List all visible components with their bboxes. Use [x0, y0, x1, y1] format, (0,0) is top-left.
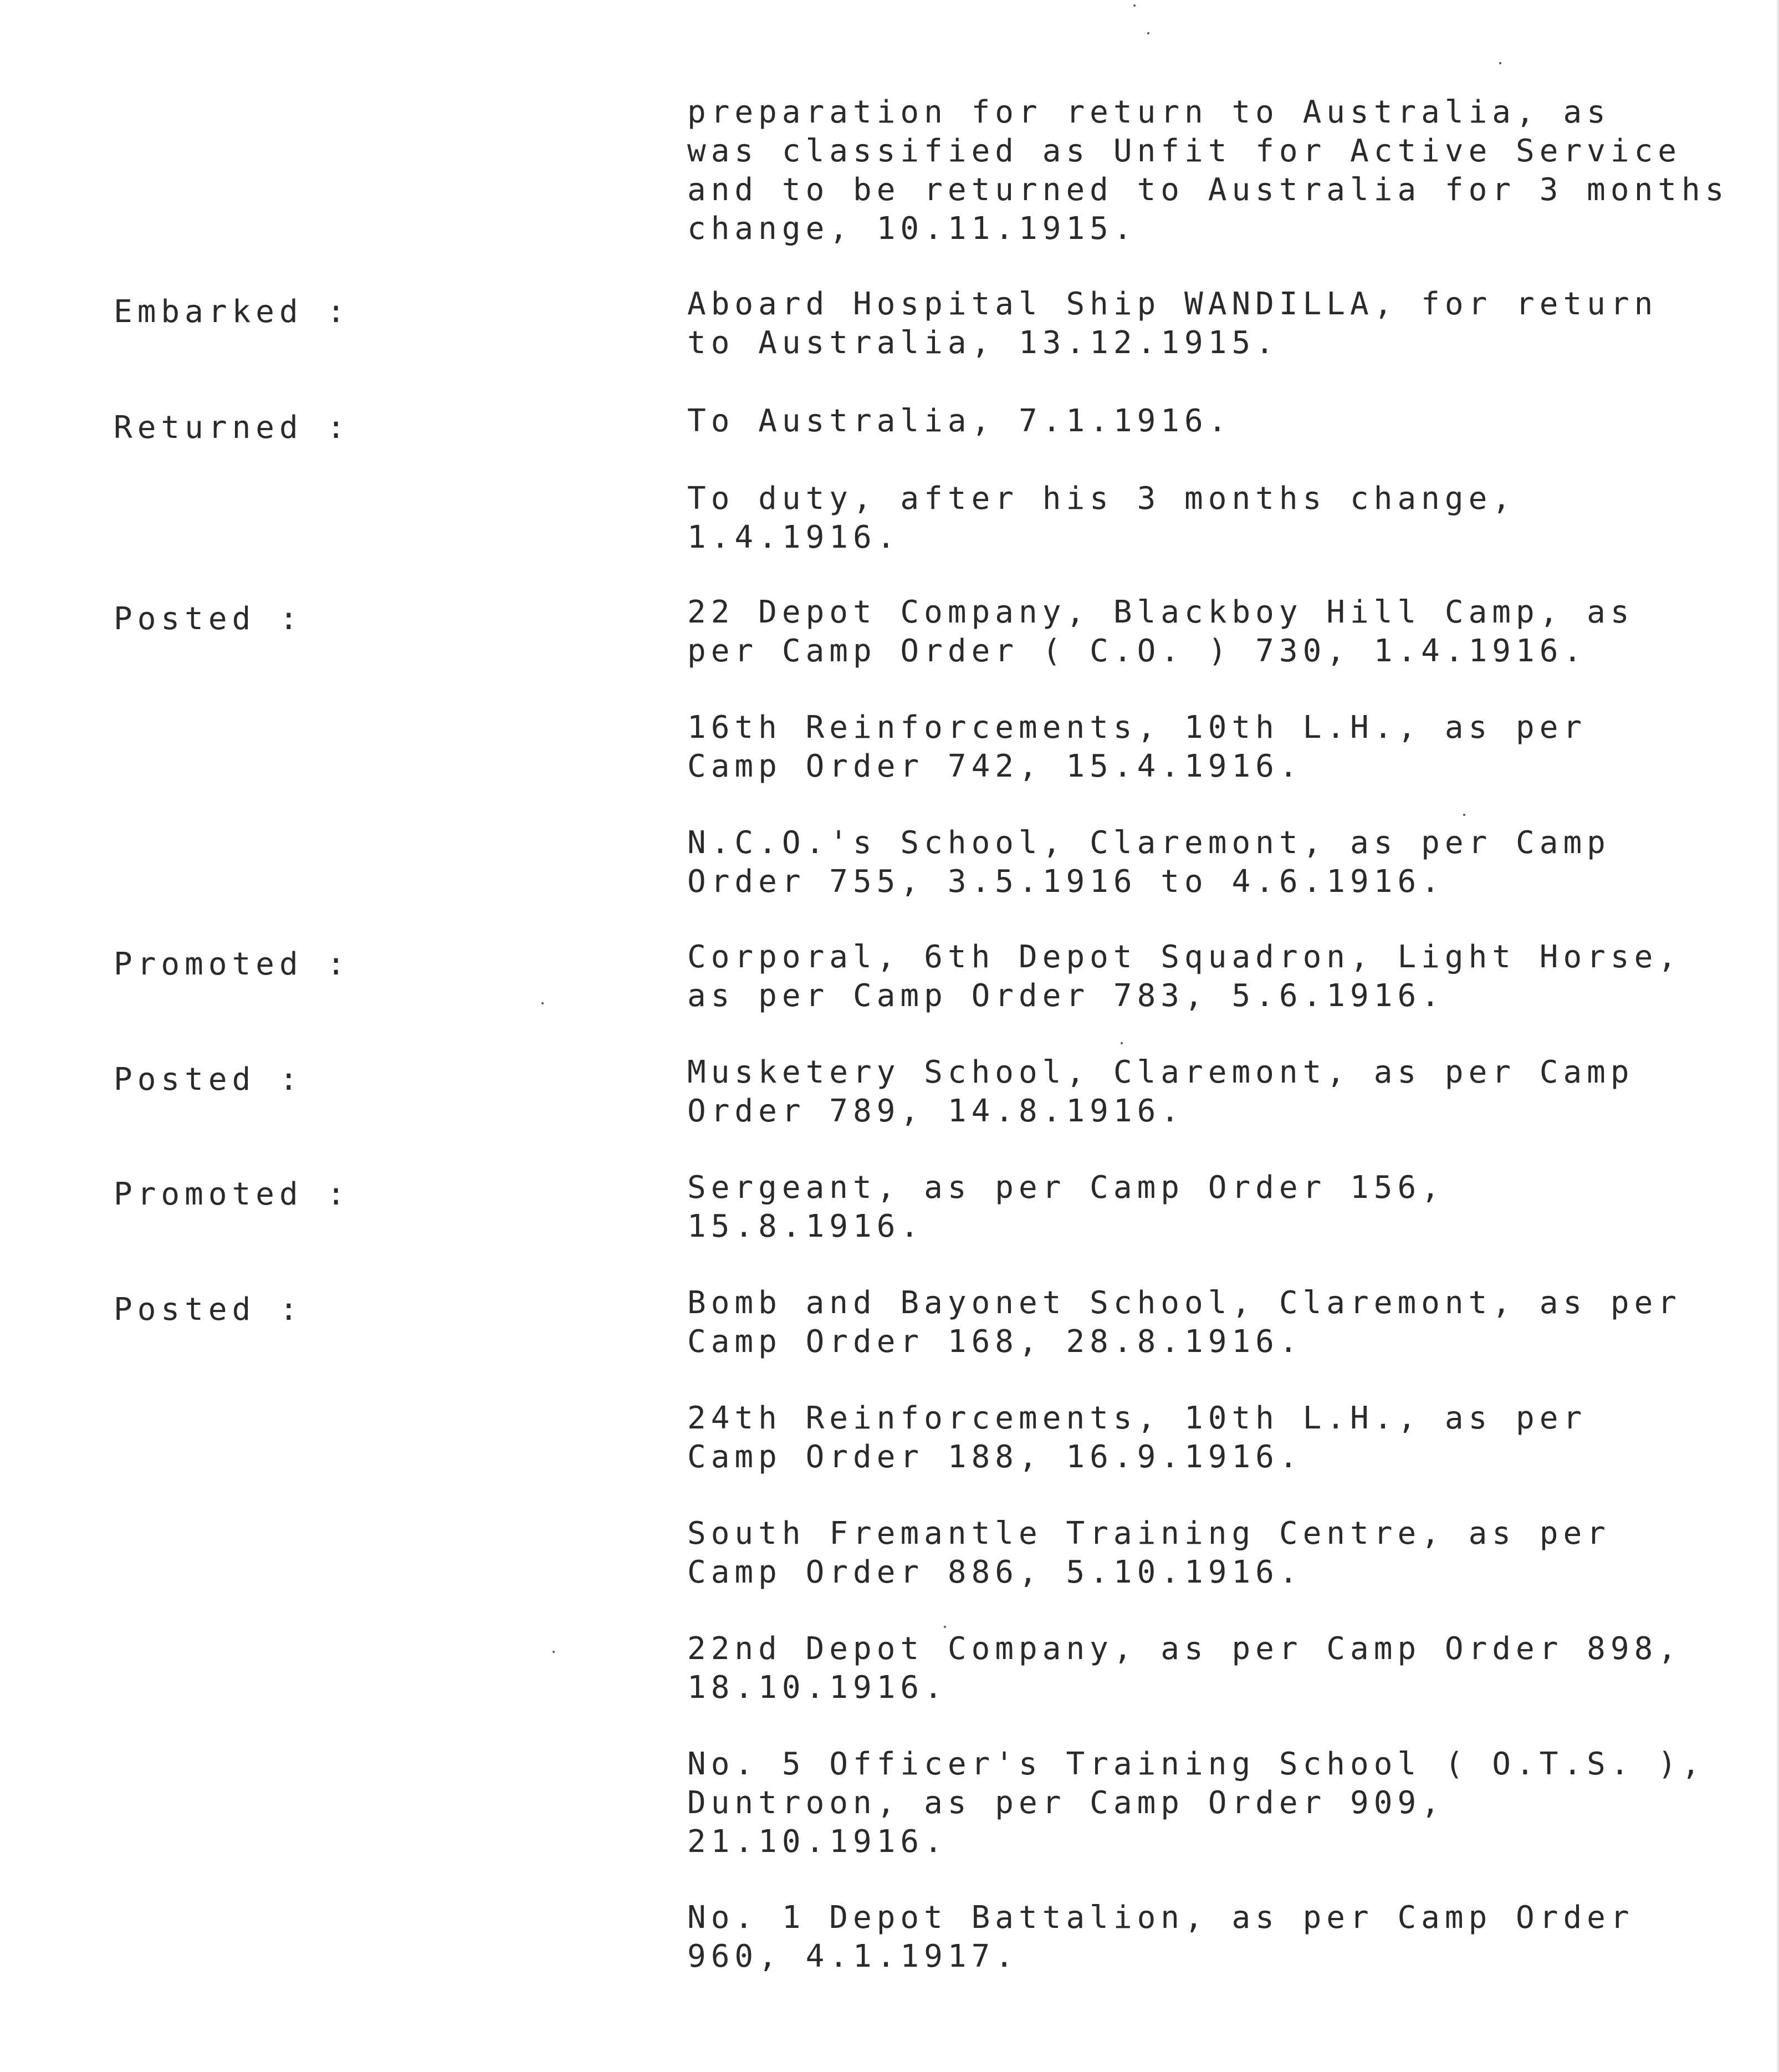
- scan-speck: [1463, 814, 1465, 816]
- record-label: Posted :: [114, 601, 303, 637]
- page-edge: [1777, 0, 1779, 2072]
- record-entry-text: No. 5 Officer's Training School ( O.T.S. ), Duntroon, as per Camp Order 909, 21.10.1916.: [687, 1746, 1705, 1860]
- scan-speck: [1121, 1042, 1123, 1044]
- scan-speck: [1499, 62, 1501, 64]
- record-entry-text: Aboard Hospital Ship WANDILLA, for return to Australia, 13.12.1915.: [687, 286, 1658, 361]
- record-entry-text: No. 1 Depot Battalion, as per Camp Order 960, 4.1.1917.: [687, 1900, 1634, 1974]
- record-label: Posted :: [114, 1292, 303, 1328]
- record-entry-text: To Australia, 7.1.1916.: [687, 403, 1232, 439]
- record-entry-text: 22 Depot Company, Blackboy Hill Camp, as per Camp Order ( C.O. ) 730, 1.4.1916.: [687, 594, 1634, 669]
- record-entry-text: Bomb and Bayonet School, Claremont, as per Camp Order 168, 28.8.1916.: [687, 1285, 1682, 1360]
- record-entry-text: Musketery School, Claremont, as per Camp Order 789, 14.8.1916.: [687, 1054, 1634, 1129]
- scan-speck: [553, 1651, 555, 1653]
- record-entry-text: 24th Reinforcements, 10th L.H., as per Camp Order 188, 16.9.1916.: [687, 1400, 1587, 1475]
- record-entry-text: Corporal, 6th Depot Squadron, Light Horse, as per Camp Order 783, 5.6.1916.: [687, 939, 1682, 1014]
- scan-speck: [541, 1002, 544, 1004]
- record-entry-text: 22nd Depot Company, as per Camp Order 898, 18.10.1916.: [687, 1631, 1682, 1706]
- record-entry-text: preparation for return to Australia, as was classified as Unfit for Active Service and to be returned to Australia for 3 months change, 10.11.1915.: [687, 94, 1729, 247]
- record-entry-text: N.C.O.'s School, Claremont, as per Camp Order 755, 3.5.1916 to 4.6.1916.: [687, 825, 1611, 900]
- record-label: Promoted :: [114, 946, 351, 982]
- record-label: Posted :: [114, 1061, 303, 1098]
- scan-speck: [1133, 4, 1136, 7]
- scan-speck: [944, 1626, 946, 1628]
- scan-speck: [1147, 32, 1149, 34]
- record-entry-text: South Fremantle Training Centre, as per Camp Order 886, 5.10.1916.: [687, 1515, 1611, 1590]
- record-entry-text: To duty, after his 3 months change, 1.4.1916.: [687, 481, 1516, 555]
- record-label: Returned :: [114, 410, 351, 446]
- record-entry-text: Sergeant, as per Camp Order 156, 15.8.1916.: [687, 1170, 1445, 1244]
- record-entry-text: 16th Reinforcements, 10th L.H., as per Camp Order 742, 15.4.1916.: [687, 710, 1587, 784]
- record-label: Embarked :: [114, 294, 351, 330]
- record-label: Promoted :: [114, 1176, 351, 1212]
